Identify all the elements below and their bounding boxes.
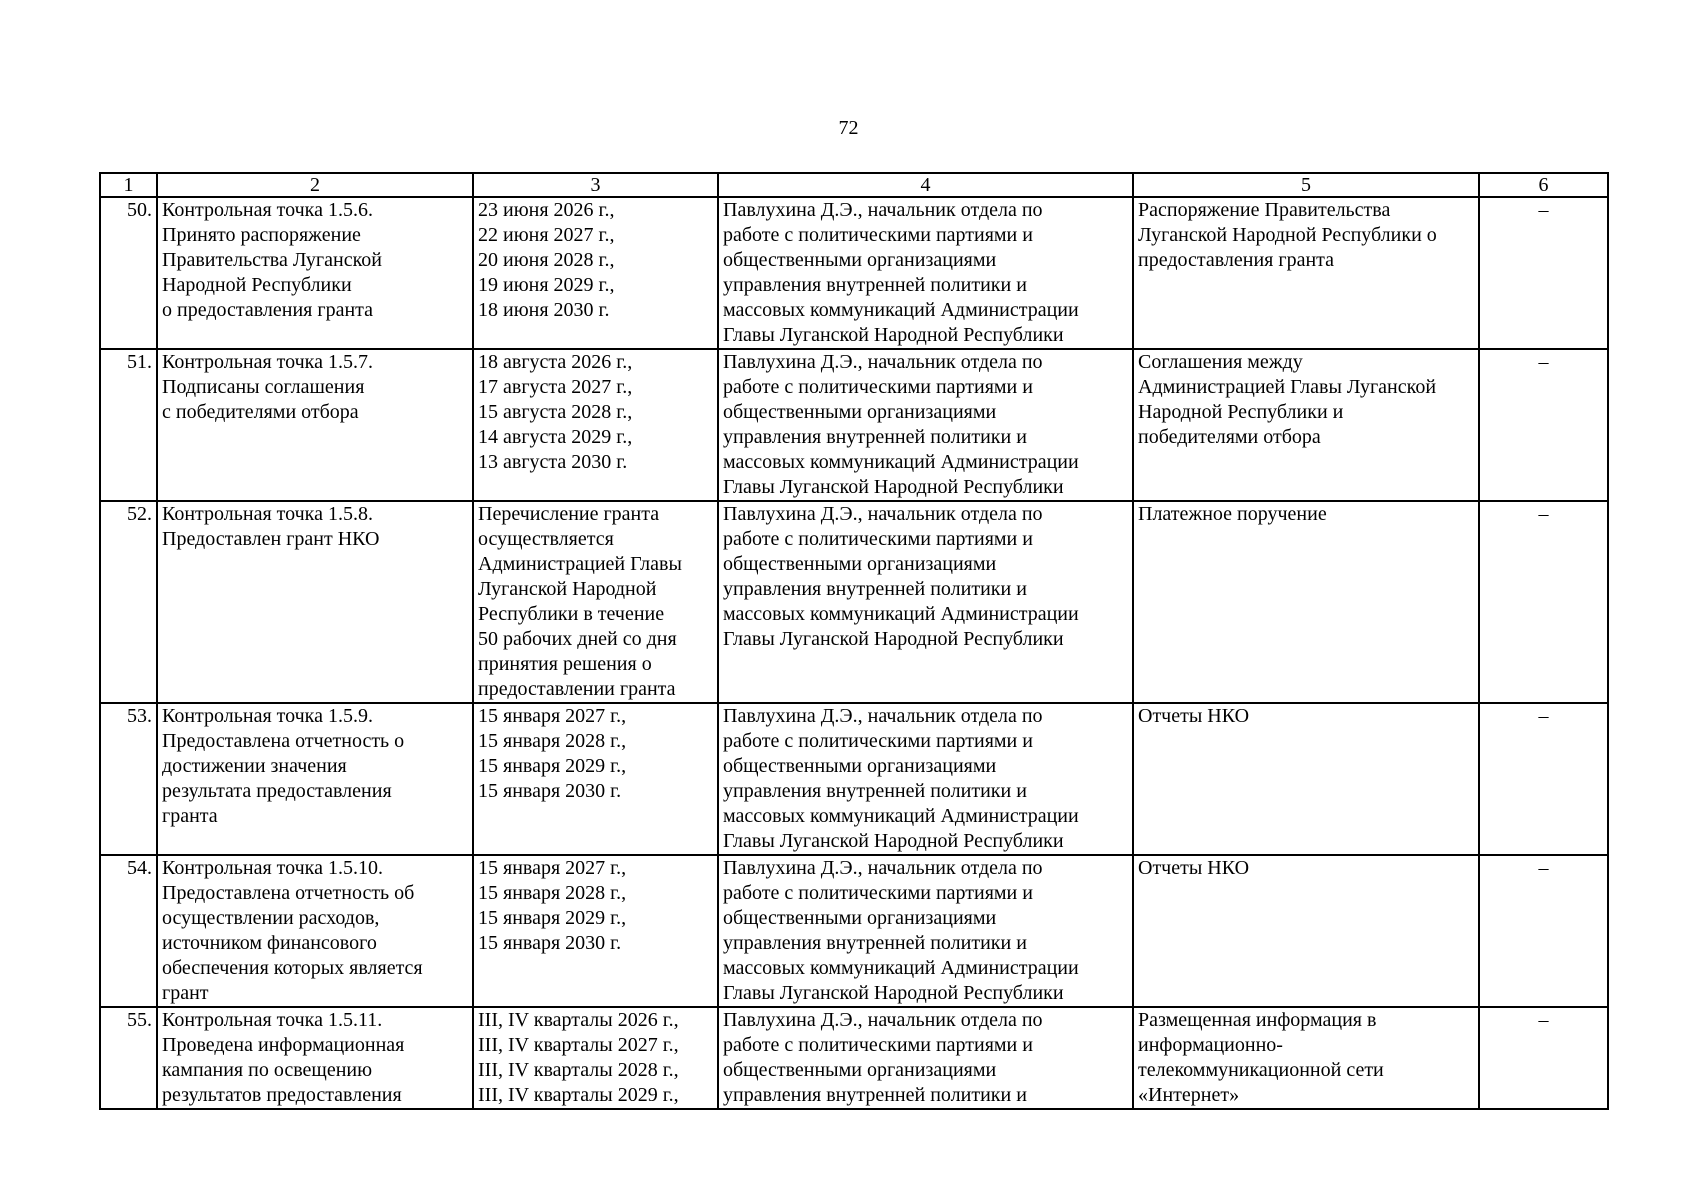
column6-cell: – [1479, 1007, 1608, 1109]
row-number: 51. [100, 349, 157, 501]
column-header: 3 [473, 173, 718, 197]
deadline-cell: III, IV кварталы 2026 г., III, IV кварталы 2027 г., III, IV кварталы 2028 г., III, IV кварталы 2029 г., [473, 1007, 718, 1109]
document-cell: Распоряжение Правительства Луганской Народной Республики о предоставления гранта [1133, 197, 1479, 349]
row-number: 52. [100, 501, 157, 703]
column6-cell: – [1479, 501, 1608, 703]
responsible-cell: Павлухина Д.Э., начальник отдела по работе с политическими партиями и общественными организациями управления внутренней политики и [718, 1007, 1133, 1109]
control-points-table [99, 172, 1609, 1110]
control-point-name: Контрольная точка 1.5.7. Подписаны соглашения с победителями отбора [157, 349, 473, 501]
column6-cell: – [1479, 197, 1608, 349]
page-number: 72 [838, 117, 859, 139]
control-point-name: Контрольная точка 1.5.8. Предоставлен грант НКО [157, 501, 473, 703]
control-point-name: Контрольная точка 1.5.6. Принято распоряжение Правительства Луганской Народной Республики о предоставления гранта [157, 197, 473, 349]
column-header: 5 [1133, 173, 1479, 197]
table-row [100, 197, 1608, 349]
table-row [100, 501, 1608, 703]
table-row [100, 349, 1608, 501]
deadline-cell: Перечисление гранта осуществляется Администрацией Главы Луганской Народной Республики в течение 50 рабочих дней со дня принятия решения о предоставлении гранта [473, 501, 718, 703]
column6-cell: – [1479, 855, 1608, 1007]
document-cell: Отчеты НКО [1133, 703, 1479, 855]
responsible-cell: Павлухина Д.Э., начальник отдела по работе с политическими партиями и общественными организациями управления внутренней политики и массовых коммуникаций Администрации Главы Луганской Народной Республики [718, 197, 1133, 349]
row-number: 54. [100, 855, 157, 1007]
control-point-name: Контрольная точка 1.5.10. Предоставлена отчетность об осуществлении расходов, источником финансового обеспечения которых является грант [157, 855, 473, 1007]
row-number: 55. [100, 1007, 157, 1109]
deadline-cell: 15 января 2027 г., 15 января 2028 г., 15 января 2029 г., 15 января 2030 г. [473, 855, 718, 1007]
responsible-cell: Павлухина Д.Э., начальник отдела по работе с политическими партиями и общественными организациями управления внутренней политики и массовых коммуникаций Администрации Главы Луганской Народной Республики [718, 349, 1133, 501]
responsible-cell: Павлухина Д.Э., начальник отдела по работе с политическими партиями и общественными организациями управления внутренней политики и массовых коммуникаций Администрации Главы Луганской Народной Республики [718, 501, 1133, 703]
deadline-cell: 15 января 2027 г., 15 января 2028 г., 15 января 2029 г., 15 января 2030 г. [473, 703, 718, 855]
document-cell: Соглашения между Администрацией Главы Луганской Народной Республики и победителями отбора [1133, 349, 1479, 501]
table-row [100, 855, 1608, 1007]
responsible-cell: Павлухина Д.Э., начальник отдела по работе с политическими партиями и общественными организациями управления внутренней политики и массовых коммуникаций Администрации Главы Луганской Народной Республики [718, 703, 1133, 855]
control-point-name: Контрольная точка 1.5.11. Проведена информационная кампания по освещению результатов предоставления [157, 1007, 473, 1109]
row-number: 50. [100, 197, 157, 349]
document-cell: Платежное поручение [1133, 501, 1479, 703]
column-header: 6 [1479, 173, 1608, 197]
column-header: 2 [157, 173, 473, 197]
control-point-name: Контрольная точка 1.5.9. Предоставлена отчетность о достижении значения результата предоставления гранта [157, 703, 473, 855]
responsible-cell: Павлухина Д.Э., начальник отдела по работе с политическими партиями и общественными организациями управления внутренней политики и массовых коммуникаций Администрации Главы Луганской Народной Республики [718, 855, 1133, 1007]
document-cell: Отчеты НКО [1133, 855, 1479, 1007]
deadline-cell: 18 августа 2026 г., 17 августа 2027 г., 15 августа 2028 г., 14 августа 2029 г., 13 августа 2030 г. [473, 349, 718, 501]
document-cell: Размещенная информация в информационно- телекоммуникационной сети «Интернет» [1133, 1007, 1479, 1109]
column6-cell: – [1479, 703, 1608, 855]
column-header: 1 [100, 173, 157, 197]
table-row [100, 703, 1608, 855]
row-number: 53. [100, 703, 157, 855]
table-row [100, 1007, 1608, 1109]
deadline-cell: 23 июня 2026 г., 22 июня 2027 г., 20 июня 2028 г., 19 июня 2029 г., 18 июня 2030 г. [473, 197, 718, 349]
table-header-row [100, 173, 1608, 197]
column6-cell: – [1479, 349, 1608, 501]
column-header: 4 [718, 173, 1133, 197]
